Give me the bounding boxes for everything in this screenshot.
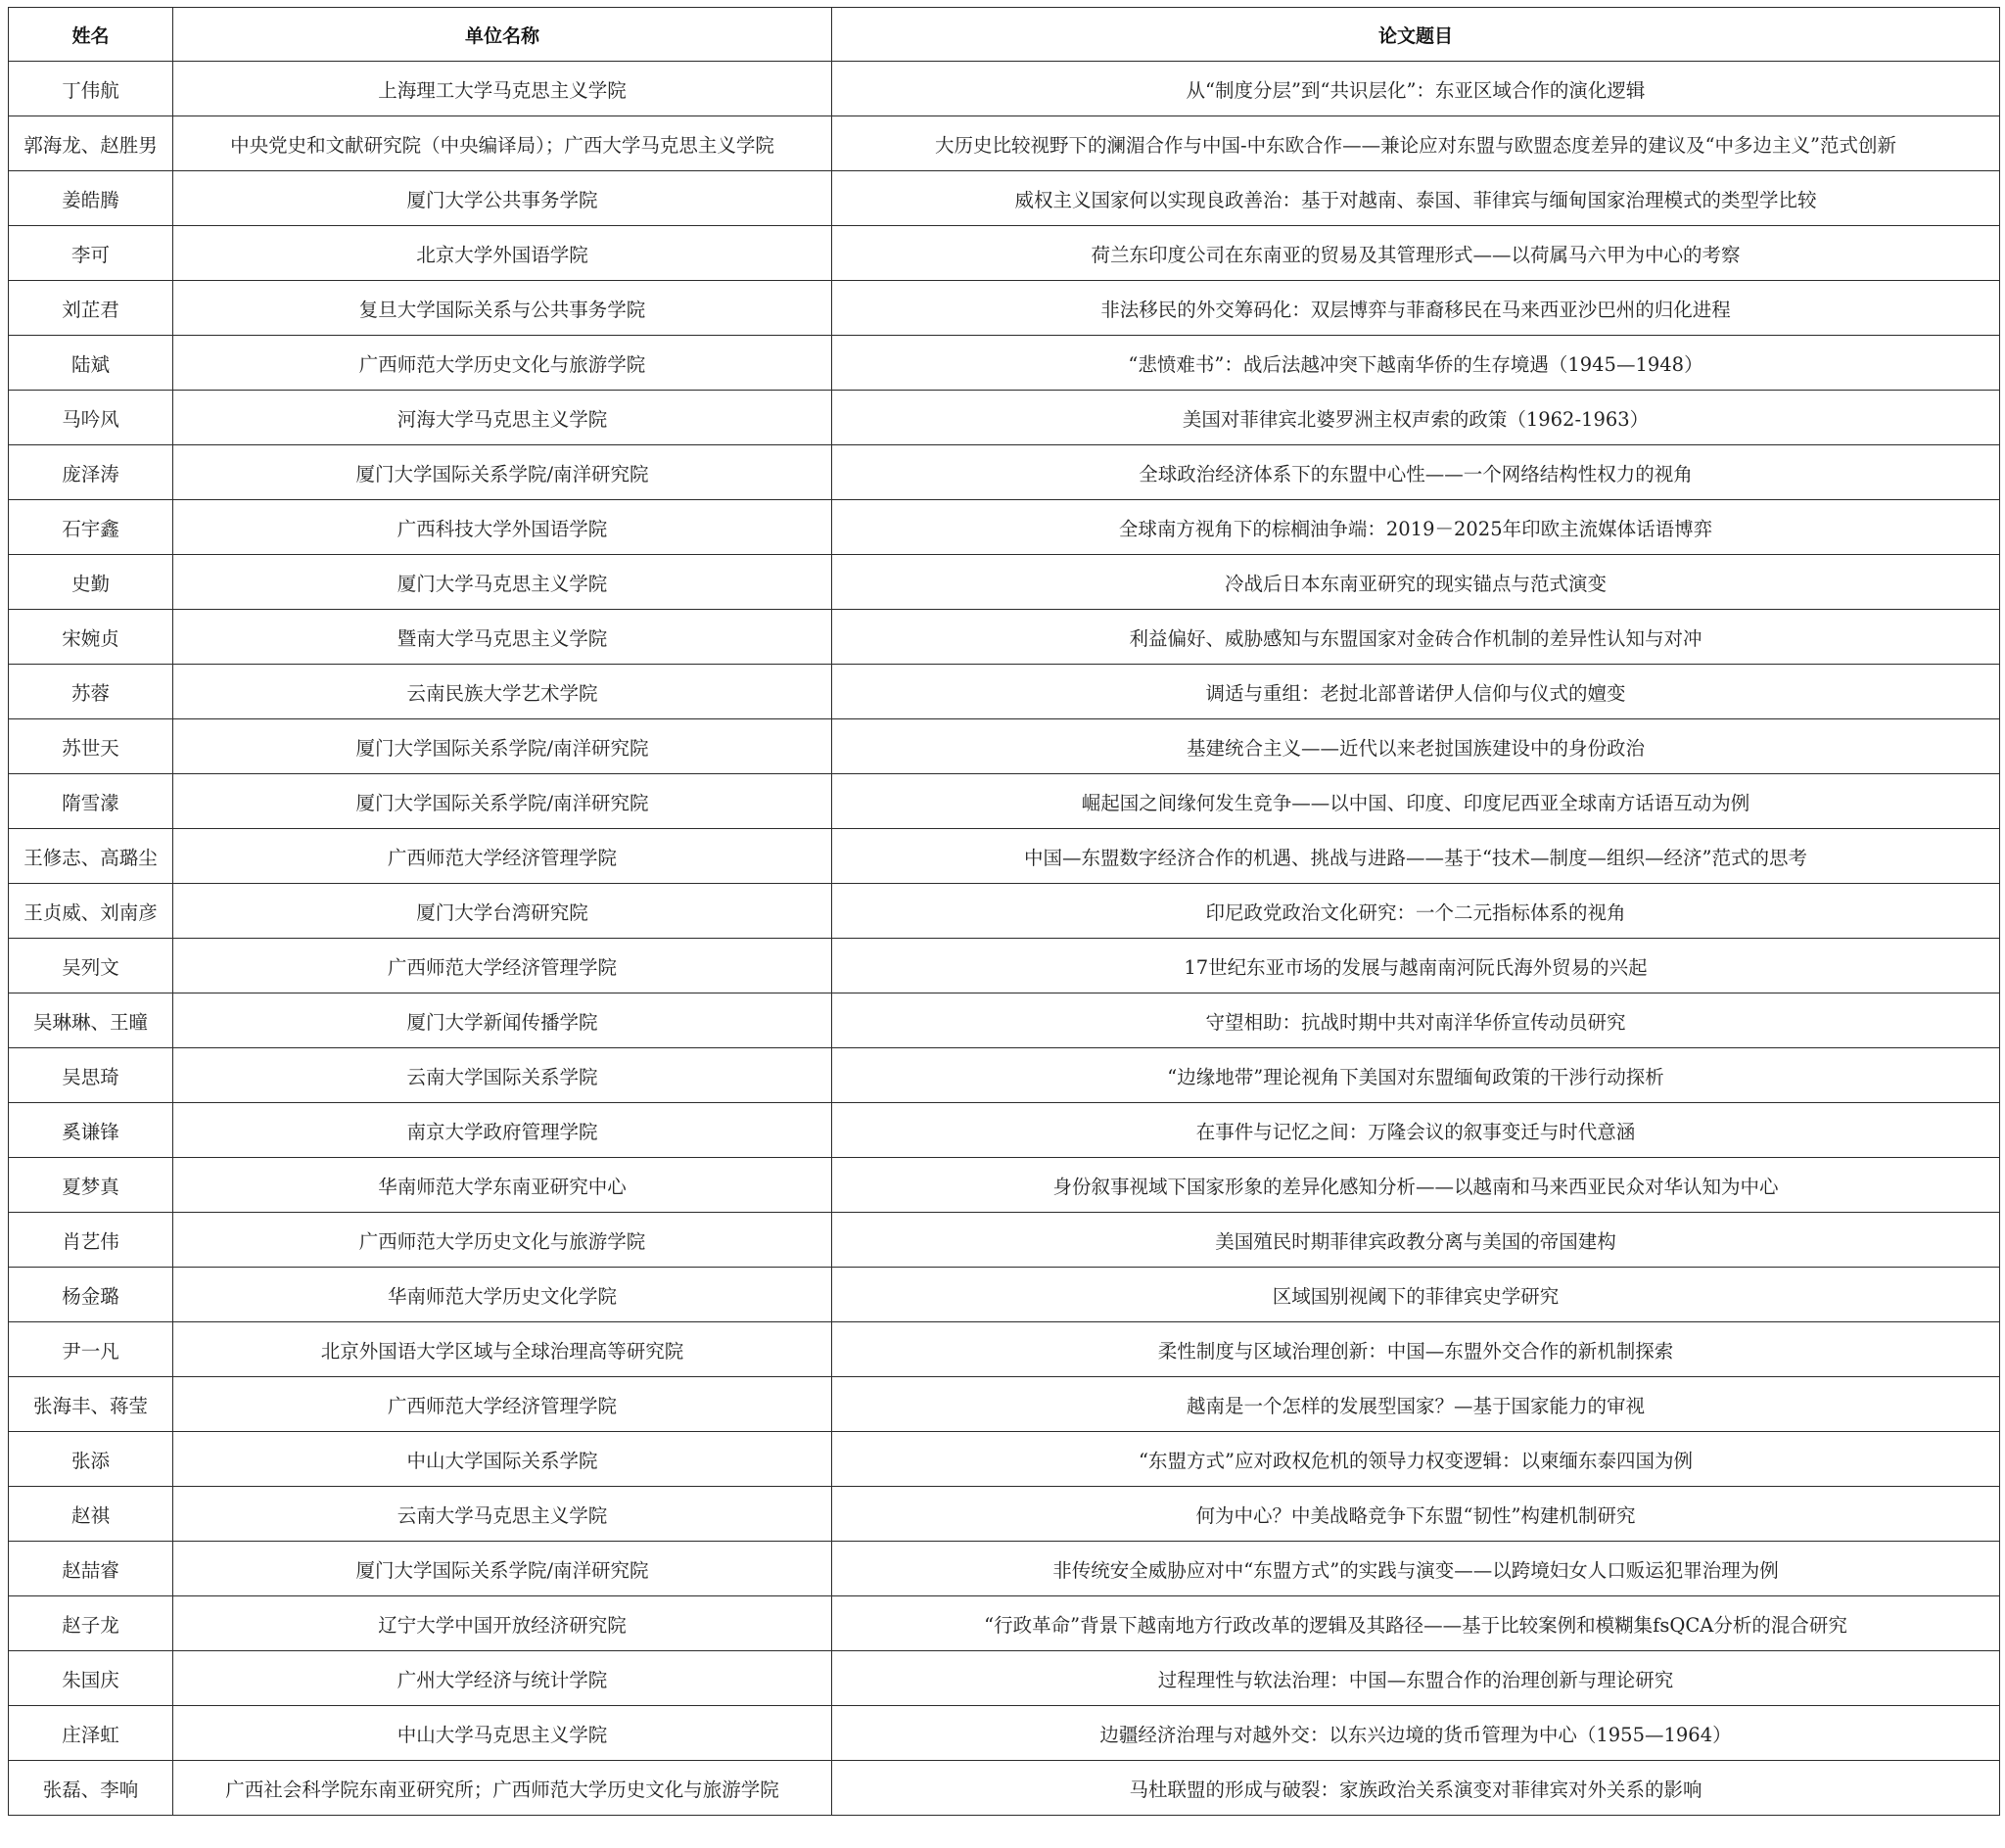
unit-cell: 广西社会科学院东南亚研究所；广西师范大学历史文化与旅游学院 xyxy=(173,1761,832,1816)
paper-title-cell: 大历史比较视野下的澜湄合作与中国-中东欧合作——兼论应对东盟与欧盟态度差异的建议及“中多边主义”范式创新 xyxy=(832,116,2000,171)
unit-cell: 南京大学政府管理学院 xyxy=(173,1103,832,1158)
unit-cell: 复旦大学国际关系与公共事务学院 xyxy=(173,281,832,336)
table-row xyxy=(9,116,2000,171)
author-cell: 杨金璐 xyxy=(9,1268,173,1322)
table-row xyxy=(9,939,2000,993)
paper-title-cell: “东盟方式”应对政权危机的领导力权变逻辑：以柬缅东泰四国为例 xyxy=(832,1432,2000,1487)
table-row xyxy=(9,610,2000,665)
author-cell: 刘芷君 xyxy=(9,281,173,336)
header-name: 姓名 xyxy=(9,8,173,62)
table-row xyxy=(9,1706,2000,1761)
table-row xyxy=(9,281,2000,336)
table-row xyxy=(9,1268,2000,1322)
author-cell: 肖艺伟 xyxy=(9,1213,173,1268)
paper-title-cell: 从“制度分层”到“共识层化”：东亚区域合作的演化逻辑 xyxy=(832,62,2000,116)
author-cell: 张磊、李响 xyxy=(9,1761,173,1816)
paper-title-cell: “边缘地带”理论视角下美国对东盟缅甸政策的干涉行动探析 xyxy=(832,1048,2000,1103)
table-row xyxy=(9,171,2000,226)
author-cell: 王贞威、刘南彦 xyxy=(9,884,173,939)
unit-cell: 厦门大学台湾研究院 xyxy=(173,884,832,939)
unit-cell: 广西师范大学经济管理学院 xyxy=(173,829,832,884)
table-row xyxy=(9,1213,2000,1268)
author-cell: 朱国庆 xyxy=(9,1651,173,1706)
table-row xyxy=(9,62,2000,116)
paper-title-cell: 利益偏好、威胁感知与东盟国家对金砖合作机制的差异性认知与对冲 xyxy=(832,610,2000,665)
author-cell: 郭海龙、赵胜男 xyxy=(9,116,173,171)
paper-roster-table xyxy=(8,7,2000,1816)
unit-cell: 厦门大学国际关系学院/南洋研究院 xyxy=(173,774,832,829)
paper-title-cell: 守望相助：抗战时期中共对南洋华侨宣传动员研究 xyxy=(832,993,2000,1048)
unit-cell: 华南师范大学历史文化学院 xyxy=(173,1268,832,1322)
author-cell: 隋雪濛 xyxy=(9,774,173,829)
author-cell: 石宇鑫 xyxy=(9,500,173,555)
unit-cell: 华南师范大学东南亚研究中心 xyxy=(173,1158,832,1213)
unit-cell: 中山大学马克思主义学院 xyxy=(173,1706,832,1761)
author-cell: 宋婉贞 xyxy=(9,610,173,665)
author-cell: 尹一凡 xyxy=(9,1322,173,1377)
table-row xyxy=(9,665,2000,719)
table-row xyxy=(9,226,2000,281)
table-row xyxy=(9,1432,2000,1487)
unit-cell: 北京大学外国语学院 xyxy=(173,226,832,281)
header-paper-title: 论文题目 xyxy=(832,8,2000,62)
unit-cell: 云南大学马克思主义学院 xyxy=(173,1487,832,1542)
unit-cell: 暨南大学马克思主义学院 xyxy=(173,610,832,665)
paper-title-cell: 荷兰东印度公司在东南亚的贸易及其管理形式——以荷属马六甲为中心的考察 xyxy=(832,226,2000,281)
paper-title-cell: 非传统安全威胁应对中“东盟方式”的实践与演变——以跨境妇女人口贩运犯罪治理为例 xyxy=(832,1542,2000,1596)
author-cell: 李可 xyxy=(9,226,173,281)
paper-title-cell: 区域国别视阈下的菲律宾史学研究 xyxy=(832,1268,2000,1322)
table-row xyxy=(9,1651,2000,1706)
paper-title-cell: “行政革命”背景下越南地方行政改革的逻辑及其路径——基于比较案例和模糊集fsQCA分析的混合研究 xyxy=(832,1596,2000,1651)
paper-title-cell: 威权主义国家何以实现良政善治：基于对越南、泰国、菲律宾与缅甸国家治理模式的类型学比较 xyxy=(832,171,2000,226)
paper-title-cell: 印尼政党政治文化研究：一个二元指标体系的视角 xyxy=(832,884,2000,939)
paper-title-cell: 何为中心？中美战略竞争下东盟“韧性”构建机制研究 xyxy=(832,1487,2000,1542)
table-row xyxy=(9,993,2000,1048)
paper-title-cell: 马杜联盟的形成与破裂：家族政治关系演变对菲律宾对外关系的影响 xyxy=(832,1761,2000,1816)
author-cell: 陆斌 xyxy=(9,336,173,391)
table-row xyxy=(9,884,2000,939)
paper-title-cell: 越南是一个怎样的发展型国家？—基于国家能力的审视 xyxy=(832,1377,2000,1432)
table-row xyxy=(9,445,2000,500)
table-row xyxy=(9,555,2000,610)
unit-cell: 广州大学经济与统计学院 xyxy=(173,1651,832,1706)
paper-title-cell: 身份叙事视域下国家形象的差异化感知分析——以越南和马来西亚民众对华认知为中心 xyxy=(832,1158,2000,1213)
unit-cell: 上海理工大学马克思主义学院 xyxy=(173,62,832,116)
paper-title-cell: 调适与重组：老挝北部普诺伊人信仰与仪式的嬗变 xyxy=(832,665,2000,719)
paper-title-cell: 边疆经济治理与对越外交：以东兴边境的货币管理为中心（1955—1964） xyxy=(832,1706,2000,1761)
author-cell: 吴琳琳、王曈 xyxy=(9,993,173,1048)
table-row xyxy=(9,1322,2000,1377)
author-cell: 赵子龙 xyxy=(9,1596,173,1651)
header-unit: 单位名称 xyxy=(173,8,832,62)
author-cell: 苏世天 xyxy=(9,719,173,774)
table-row xyxy=(9,336,2000,391)
author-cell: 庞泽涛 xyxy=(9,445,173,500)
table-row xyxy=(9,1596,2000,1651)
author-cell: 赵喆睿 xyxy=(9,1542,173,1596)
paper-title-cell: 全球政治经济体系下的东盟中心性——一个网络结构性权力的视角 xyxy=(832,445,2000,500)
author-cell: 庄泽虹 xyxy=(9,1706,173,1761)
unit-cell: 广西科技大学外国语学院 xyxy=(173,500,832,555)
unit-cell: 广西师范大学经济管理学院 xyxy=(173,1377,832,1432)
table-body xyxy=(9,62,2000,1816)
paper-title-cell: 崛起国之间缘何发生竞争——以中国、印度、印度尼西亚全球南方话语互动为例 xyxy=(832,774,2000,829)
author-cell: 王修志、高璐尘 xyxy=(9,829,173,884)
author-cell: 马吟风 xyxy=(9,391,173,445)
unit-cell: 河海大学马克思主义学院 xyxy=(173,391,832,445)
author-cell: 吴思琦 xyxy=(9,1048,173,1103)
paper-title-cell: 基建统合主义——近代以来老挝国族建设中的身份政治 xyxy=(832,719,2000,774)
unit-cell: 厦门大学新闻传播学院 xyxy=(173,993,832,1048)
table-row xyxy=(9,500,2000,555)
table-row xyxy=(9,1761,2000,1816)
paper-title-cell: 柔性制度与区域治理创新：中国—东盟外交合作的新机制探索 xyxy=(832,1322,2000,1377)
paper-title-cell: “悲愤难书”：战后法越冲突下越南华侨的生存境遇（1945—1948） xyxy=(832,336,2000,391)
table-row xyxy=(9,1158,2000,1213)
author-cell: 吴列文 xyxy=(9,939,173,993)
table-row xyxy=(9,391,2000,445)
author-cell: 张海丰、蒋莹 xyxy=(9,1377,173,1432)
author-cell: 史勤 xyxy=(9,555,173,610)
unit-cell: 广西师范大学历史文化与旅游学院 xyxy=(173,336,832,391)
unit-cell: 辽宁大学中国开放经济研究院 xyxy=(173,1596,832,1651)
paper-title-cell: 过程理性与软法治理：中国—东盟合作的治理创新与理论研究 xyxy=(832,1651,2000,1706)
paper-title-cell: 全球南方视角下的棕榈油争端：2019－2025年印欧主流媒体话语博弈 xyxy=(832,500,2000,555)
unit-cell: 厦门大学马克思主义学院 xyxy=(173,555,832,610)
unit-cell: 北京外国语大学区域与全球治理高等研究院 xyxy=(173,1322,832,1377)
table-row xyxy=(9,1048,2000,1103)
paper-title-cell: 中国—东盟数字经济合作的机遇、挑战与进路——基于“技术—制度—组织—经济”范式的思考 xyxy=(832,829,2000,884)
table-row xyxy=(9,1103,2000,1158)
paper-title-cell: 在事件与记忆之间：万隆会议的叙事变迁与时代意涵 xyxy=(832,1103,2000,1158)
paper-title-cell: 冷战后日本东南亚研究的现实锚点与范式演变 xyxy=(832,555,2000,610)
author-cell: 姜皓腾 xyxy=(9,171,173,226)
unit-cell: 云南民族大学艺术学院 xyxy=(173,665,832,719)
unit-cell: 厦门大学公共事务学院 xyxy=(173,171,832,226)
unit-cell: 厦门大学国际关系学院/南洋研究院 xyxy=(173,719,832,774)
paper-title-cell: 17世纪东亚市场的发展与越南南河阮氏海外贸易的兴起 xyxy=(832,939,2000,993)
author-cell: 张添 xyxy=(9,1432,173,1487)
unit-cell: 中央党史和文献研究院（中央编译局）；广西大学马克思主义学院 xyxy=(173,116,832,171)
unit-cell: 厦门大学国际关系学院/南洋研究院 xyxy=(173,1542,832,1596)
author-cell: 丁伟航 xyxy=(9,62,173,116)
author-cell: 夏梦真 xyxy=(9,1158,173,1213)
table-header xyxy=(9,8,2000,62)
author-cell: 奚谦锋 xyxy=(9,1103,173,1158)
header-row xyxy=(9,8,2000,62)
paper-title-cell: 美国殖民时期菲律宾政教分离与美国的帝国建构 xyxy=(832,1213,2000,1268)
paper-title-cell: 非法移民的外交筹码化：双层博弈与菲裔移民在马来西亚沙巴州的归化进程 xyxy=(832,281,2000,336)
unit-cell: 云南大学国际关系学院 xyxy=(173,1048,832,1103)
author-cell: 赵祺 xyxy=(9,1487,173,1542)
table-row xyxy=(9,1542,2000,1596)
unit-cell: 厦门大学国际关系学院/南洋研究院 xyxy=(173,445,832,500)
unit-cell: 广西师范大学经济管理学院 xyxy=(173,939,832,993)
table-row xyxy=(9,774,2000,829)
unit-cell: 广西师范大学历史文化与旅游学院 xyxy=(173,1213,832,1268)
table-row xyxy=(9,1377,2000,1432)
table-row xyxy=(9,829,2000,884)
table-row xyxy=(9,719,2000,774)
table-row xyxy=(9,1487,2000,1542)
unit-cell: 中山大学国际关系学院 xyxy=(173,1432,832,1487)
paper-title-cell: 美国对菲律宾北婆罗洲主权声索的政策（1962-1963） xyxy=(832,391,2000,445)
author-cell: 苏蓉 xyxy=(9,665,173,719)
